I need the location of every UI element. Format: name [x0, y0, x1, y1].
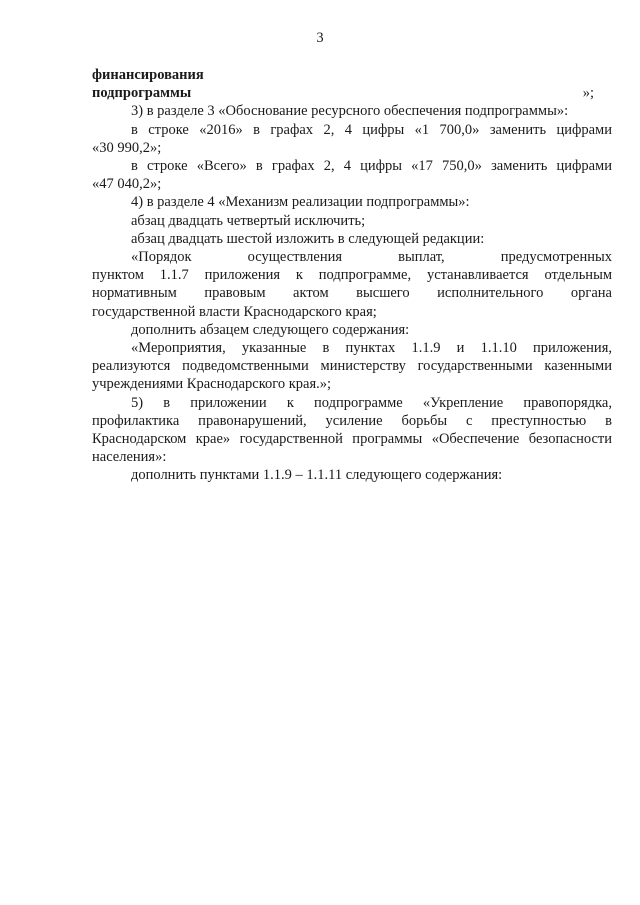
- quote1-line-2: пунктом 1.1.7 приложения к подпрограмме, устанавливается отдельным: [92, 267, 612, 284]
- paragraph-item-5-line-1: 5) в приложении к подпрограмме «Укрепление правопорядка,: [131, 394, 612, 411]
- document-body: [92, 66, 612, 485]
- heading-line-1: финансирования: [92, 67, 204, 83]
- paragraph-abzac-24: абзац двадцать четвертый исключить;: [131, 212, 366, 229]
- heading-line-2-end: »;: [582, 85, 594, 102]
- paragraph-add-items: дополнить пунктами 1.1.9 – 1.1.11 следующего содержания:: [131, 467, 503, 484]
- paragraph-add-abzac: дополнить абзацем следующего содержания:: [131, 321, 410, 338]
- paragraph-item-5-line-3: Краснодарском крае» государственной программы «Обеспечение безопасности: [92, 431, 612, 448]
- paragraph-item-4: 4) в разделе 4 «Механизм реализации подпрограммы»:: [131, 194, 470, 211]
- quote2-line-3: учреждениями Краснодарского края.»;: [92, 376, 332, 393]
- paragraph-abzac-26: абзац двадцать шестой изложить в следующей редакции:: [131, 230, 485, 247]
- page-number: 3: [316, 30, 324, 46]
- paragraph-item-3: 3) в разделе 3 «Обоснование ресурсного обеспечения подпрограммы»:: [131, 103, 569, 120]
- paragraph-row-2016-a: в строке «2016» в графах 2, 4 цифры «1 700,0» заменить цифрами: [131, 121, 612, 138]
- quote1-line-3: нормативным правовым актом высшего исполнительного органа: [92, 285, 612, 302]
- paragraph-row-2016-b: «30 990,2»;: [92, 139, 162, 156]
- quote1-line-1: «Порядок осуществления выплат, предусмотренных: [131, 249, 612, 266]
- paragraph-row-total-b: «47 040,2»;: [92, 176, 162, 193]
- quote2-line-1: «Мероприятия, указанные в пунктах 1.1.9 и 1.1.10 приложения,: [131, 340, 612, 357]
- heading-line-2-text: подпрограммы: [92, 85, 192, 102]
- heading-line-2: [92, 84, 612, 102]
- quote2-line-2: реализуются подведомственными министерству государственными казенными: [92, 358, 612, 375]
- paragraph-item-5-line-4: населения»:: [92, 449, 167, 466]
- paragraph-item-5-line-2: профилактика правонарушений, усиление борьбы с преступностью в: [92, 412, 612, 429]
- quote1-line-4: государственной власти Краснодарского края;: [92, 303, 377, 320]
- paragraph-row-total-a: в строке «Всего» в графах 2, 4 цифры «17 750,0» заменить цифрами: [131, 158, 612, 175]
